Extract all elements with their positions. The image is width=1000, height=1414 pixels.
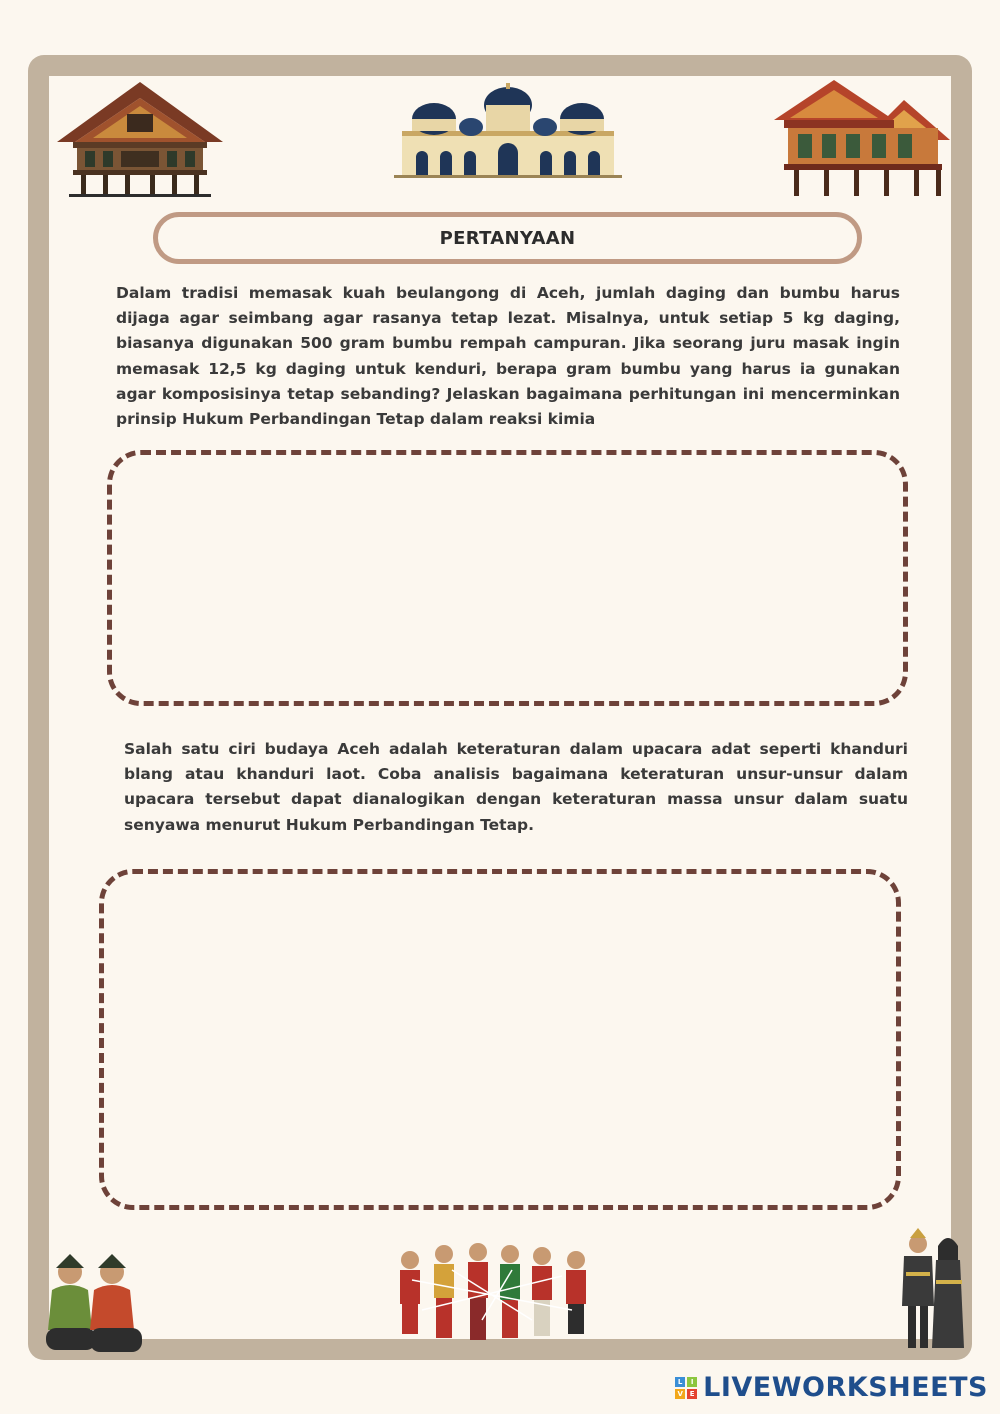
baiturrahman-mosque-illustration [394,83,622,179]
question-title-banner [153,212,862,264]
aceh-couple-illustration [898,1228,968,1352]
question-1-text: Dalam tradisi memasak kuah beulangong di Aceh, jumlah daging dan bumbu harus dijaga agar seimbang agar rasanya tetap lezat. Misalnya, untuk setiap 5 kg daging, biasanya digunakan 500 gram bumbu rempah campuran. Jika seorang juru masak ingin memasak 12,5 kg daging untuk kenduri, berapa gram bumbu yang harus ia gunakan agar komposisinya tetap sebanding? Jelaskan bagaimana perhitungan ini mencerminkan prinsip Hukum Perbandingan Tetap dalam reaksi kimia [116,284,900,429]
question-2-text: Salah satu ciri budaya Aceh adalah keteraturan dalam upacara adat seperti khanduri blang atau khanduri laot. Coba analisis bagaimana keteraturan unsur-unsur dalam upacara tersebut dapat dianalogikan dengan keteraturan massa unsur dalam suatu senyawa menurut Hukum Perbandingan Tetap. [124,740,908,834]
seated-men-illustration [40,1250,144,1360]
liveworksheets-logo [675,1372,988,1403]
answer-box-1[interactable] [107,450,908,706]
answer-box-2[interactable] [99,869,901,1210]
saman-dancers-illustration [392,1240,596,1348]
page-title: PERTANYAAN [439,227,576,249]
rumoh-aceh-house-illustration [774,80,950,200]
aceh-traditional-house-illustration [55,80,225,198]
liveworksheets-logo-text: LIVEWORKSHEETS [703,1372,988,1403]
liveworksheets-logo-icon: L I V E [675,1377,697,1399]
